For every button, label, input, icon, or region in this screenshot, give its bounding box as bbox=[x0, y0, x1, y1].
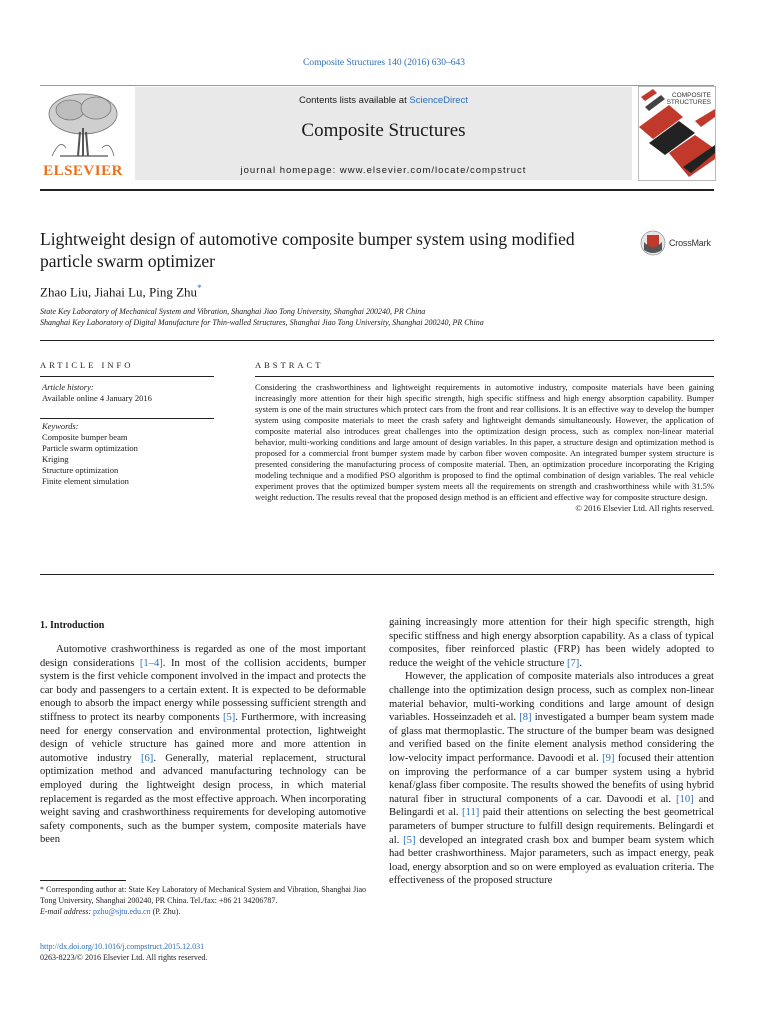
affiliation-1: State Key Laboratory of Mechanical System and Vibration, Shanghai Jiao Tong University, Shanghai 200240, PR China bbox=[40, 307, 426, 316]
cover-title bbox=[667, 92, 711, 106]
citation-link[interactable]: [10] bbox=[676, 793, 694, 805]
body-paragraph bbox=[40, 643, 366, 847]
affiliations bbox=[40, 306, 720, 328]
abstract-rule bbox=[255, 376, 714, 377]
body-text: and Belingardi et al. bbox=[389, 793, 714, 819]
history-label: Article history: bbox=[42, 382, 94, 392]
body-text: . bbox=[579, 657, 582, 669]
citation-link[interactable]: [1–4] bbox=[139, 657, 163, 669]
keywords-rule bbox=[40, 418, 214, 419]
body-text: investigated a bumper beam system made of glass mat thermoplastic. The structure of the bumper beam was designed and verified based on the finite element analysis method considering the low-velocity impact performance. Davoodi et al. bbox=[389, 712, 714, 764]
crossmark-label: CrossMark bbox=[669, 238, 711, 248]
header-top-rule bbox=[40, 85, 714, 86]
elsevier-logo bbox=[40, 88, 126, 180]
keyword-item: Particle swarm optimization bbox=[42, 443, 138, 453]
abstract-copyright: © 2016 Elsevier Ltd. All rights reserved. bbox=[575, 503, 714, 513]
keyword-item: Composite bumper beam bbox=[42, 432, 128, 442]
corresponding-author-mark[interactable]: * bbox=[197, 283, 202, 293]
journal-homepage[interactable]: journal homepage: www.elsevier.com/locate/compstruct bbox=[240, 165, 527, 176]
email-link[interactable]: pzhu@sjtu.edu.cn bbox=[93, 907, 151, 916]
citation-link[interactable]: [5] bbox=[222, 711, 236, 723]
body-text: focused their attention on improving the performance of a car bumper system using a hybrid kenaf/glass fiber composite. The results showed the benefits of using hybrid natural fiber in structural components of a car. Davoodi et al. bbox=[389, 752, 714, 805]
author-list bbox=[40, 283, 202, 300]
abstract-heading: ABSTRACT bbox=[255, 360, 324, 370]
citation-link[interactable]: [5] bbox=[403, 834, 416, 846]
corresponding-author-note: * Corresponding author at: State Key Laboratory of Mechanical System and Vibration, Shanghai Jiao Tong University, Shanghai 200240, PR China. Tel./fax: +86 21 34206787. bbox=[40, 885, 366, 905]
doi-link[interactable]: http://dx.doi.org/10.1016/j.compstruct.2015.12.031 bbox=[40, 942, 205, 951]
title-rule bbox=[40, 340, 714, 341]
keywords-label: Keywords: bbox=[42, 421, 79, 431]
journal-name: Composite Structures bbox=[301, 120, 466, 141]
section-heading-introduction: 1. Introduction bbox=[40, 620, 105, 631]
issn-copyright: 0263-8223/© 2016 Elsevier Ltd. All rights reserved. bbox=[40, 953, 208, 962]
header-rule bbox=[40, 189, 714, 191]
citation-link[interactable]: [6] bbox=[140, 752, 154, 764]
body-text: . In most of the collision accidents, bumper system is the first vehicle component involved in the impact and protects the car body and passengers to a certain extent. It is expected to be deformable enough to absorb the impact energy while possessing sufficient strength and stiffness to protect its nearby components bbox=[40, 657, 366, 723]
crossmark-badge[interactable] bbox=[640, 230, 720, 258]
footnote bbox=[40, 884, 366, 917]
cover-title-line-2: STRUCTURES bbox=[666, 99, 711, 106]
body-text: gaining increasingly more attention for their high specific strength, high specific stiffness and high energy absorption capability. As a class of typical composites, fiber reinforced plastic (FRP) has been widely adopted to reduce the weight of the vehicle structure bbox=[389, 617, 714, 669]
body-column-right bbox=[389, 616, 714, 888]
body-text: However, the application of composite materials also introduces a great challenge into the optimization design process, such as complex non-linear material behavior, multi-working conditions and large amount of design variables. Hosseinzadeh et al. bbox=[389, 671, 714, 724]
journal-cover bbox=[638, 86, 716, 181]
affiliation-2: Shanghai Key Laboratory of Digital Manufacture for Thin-walled Structures, Shanghai Jiao Tong University, Shanghai 200240, PR China bbox=[40, 318, 484, 327]
body-paragraph bbox=[389, 616, 714, 670]
author-names: Zhao Liu, Jiahai Lu, Ping Zhu bbox=[40, 284, 198, 300]
elsevier-tree-icon bbox=[40, 88, 126, 160]
citation-link[interactable]: [11] bbox=[462, 807, 480, 819]
article-info-rule bbox=[40, 376, 214, 377]
citation-link[interactable]: [9] bbox=[602, 752, 615, 764]
body-column-left bbox=[40, 643, 366, 847]
article-history bbox=[42, 382, 152, 404]
keyword-item: Structure optimization bbox=[42, 465, 119, 475]
sciencedirect-link[interactable]: ScienceDirect bbox=[409, 95, 468, 106]
cover-title-line-1: COMPOSITE bbox=[671, 92, 711, 99]
citation-link[interactable]: [7] bbox=[566, 657, 580, 669]
contents-line bbox=[135, 95, 632, 106]
crossmark-icon bbox=[640, 230, 666, 256]
article-info-heading: ARTICLE INFO bbox=[40, 360, 134, 370]
abstract bbox=[255, 382, 714, 514]
keywords-block bbox=[42, 421, 138, 487]
body-paragraph bbox=[389, 670, 714, 888]
body-text: developed an integrated crash box and bumper beam system which had better crashworthiness. Major parameters, such as impact energy, peak load, energy absorption and so on were employed as evaluation criteria. The effectiveness of the proposed structure bbox=[389, 834, 714, 887]
abstract-bottom-rule bbox=[40, 574, 714, 575]
body-text: . Generally, material replacement, structural optimization method and advanced manufacturing technology can be employed during the lightweight design process, in which material replacement is regarded as the most effective approach. When incorporating weight saving and crashworthiness requirements for developing automotive safety components, such as the bumper system, composite materials have been bbox=[40, 752, 367, 846]
publisher-name: ELSEVIER bbox=[43, 163, 123, 179]
keyword-item: Finite element simulation bbox=[42, 476, 129, 486]
body-text: Automotive crashworthiness is regarded as one of the most important design considerations bbox=[40, 644, 366, 669]
history-value: Available online 4 January 2016 bbox=[42, 393, 152, 403]
doi-block bbox=[40, 941, 207, 963]
citation-link[interactable]: [8] bbox=[519, 712, 532, 724]
keyword-item: Kriging bbox=[42, 454, 69, 464]
email-suffix: (P. Zhu). bbox=[150, 907, 181, 916]
abstract-body: Considering the crashworthiness and lightweight requirements in automotive industry, composite materials have been gaining increasingly more attention for their high specific strength, high specific stiffness and high energy absorption capability. Bumper system is one of the main structures which protect cars from the front and rear collisions. It is an effective way to develop the bumper system using composite materials to meet the crash safety and lightweight demands simultaneously. However, the application of composite material also introduces great challenges into the optimization design process, such as complex non-linear material behavior, multi-working conditions and large amount of design variables. In this paper, a structure design and optimization method is proposed for a commercial front bumper system made by carbon fiber woven composite. An integrated bumper system structure is presented considering the manufacturing process of composite material. Then, an optimization procedure incorporating the Kriging modeling technique and a modified PSO algorithm is proposed to find the optimal combination of design variables. The real vehicle experiment proves that the optimized bumper system meets all the requirements on strength and crashworthiness while with 31.5% weight reduction. The results reveal that the proposed design method is an efficient and effective way for composite structure design. bbox=[255, 382, 714, 502]
contents-prefix: Contents lists available at bbox=[299, 95, 410, 106]
journal-reference[interactable]: Composite Structures 140 (2016) 630–643 bbox=[302, 58, 465, 68]
body-text: paid their attentions on selecting the best geometrical parameters of bumper structure to fulfill design requirements. Belingardi et al. bbox=[389, 807, 714, 846]
footnote-rule bbox=[40, 880, 126, 881]
article-title: Lightweight design of automotive composite bumper system using modified particle swarm optimizer bbox=[40, 229, 575, 271]
body-text: . Furthermore, with increasing need for energy conservation and environmental protection, lightweight design of vehicle structure has gained more and more attention in automotive industry bbox=[40, 711, 366, 764]
email-label: E-mail address: bbox=[40, 907, 94, 916]
email-line bbox=[40, 906, 366, 917]
journal-banner bbox=[135, 87, 632, 180]
